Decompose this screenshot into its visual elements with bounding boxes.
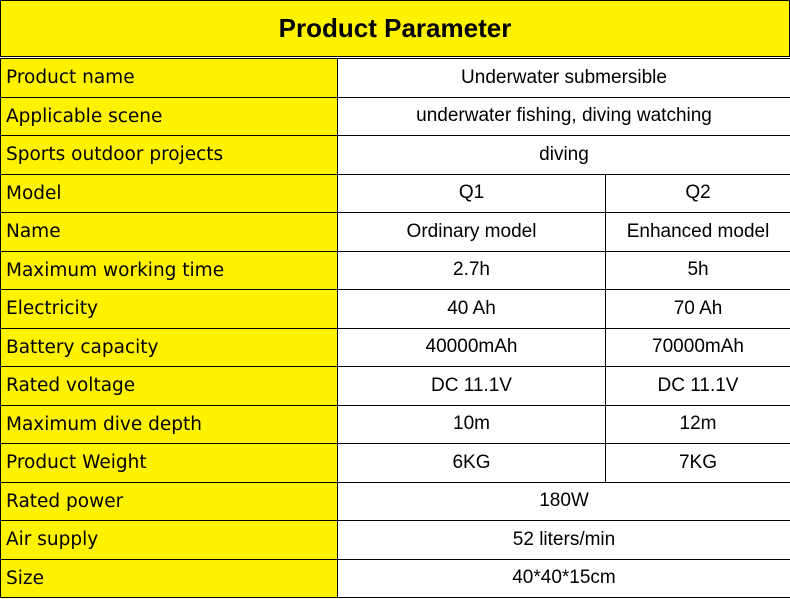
q2-value: 70 Ah — [606, 290, 790, 329]
table-row — [1, 251, 790, 290]
q2-value: Q2 — [606, 174, 790, 213]
row-label: Product Weight — [1, 444, 338, 483]
q2-value: 7KG — [606, 444, 790, 483]
row-label: Battery capacity — [1, 328, 338, 367]
row-label: Sports outdoor projects — [1, 136, 338, 175]
table-row — [1, 521, 790, 560]
q2-value: 12m — [606, 405, 790, 444]
table-row — [1, 559, 790, 598]
table-row — [1, 444, 790, 483]
table-row — [1, 136, 790, 175]
row-label: Rated power — [1, 482, 338, 521]
row-label: Name — [1, 213, 338, 252]
table-row — [1, 59, 790, 98]
row-label: Air supply — [1, 521, 338, 560]
row-label: Rated voltage — [1, 367, 338, 406]
table-row — [1, 405, 790, 444]
q2-value: Enhanced model — [606, 213, 790, 252]
row-label: Product name — [1, 59, 338, 98]
q1-value: 40 Ah — [338, 290, 606, 329]
row-label: Applicable scene — [1, 97, 338, 136]
q2-value: 5h — [606, 251, 790, 290]
row-value: 52 liters/min — [338, 521, 790, 560]
table-title: Product Parameter — [0, 0, 790, 57]
row-label: Maximum working time — [1, 251, 338, 290]
table-row — [1, 97, 790, 136]
q1-value: 10m — [338, 405, 606, 444]
q2-value: DC 11.1V — [606, 367, 790, 406]
q1-value: 2.7h — [338, 251, 606, 290]
q1-value: DC 11.1V — [338, 367, 606, 406]
row-label: Electricity — [1, 290, 338, 329]
table-row — [1, 174, 790, 213]
row-value: 40*40*15cm — [338, 559, 790, 598]
row-label: Size — [1, 559, 338, 598]
parameter-table — [0, 58, 790, 598]
row-value: Underwater submersible — [338, 59, 790, 98]
row-value: diving — [338, 136, 790, 175]
q2-value: 70000mAh — [606, 328, 790, 367]
table-row — [1, 367, 790, 406]
row-value: underwater fishing, diving watching — [338, 97, 790, 136]
q1-value: Ordinary model — [338, 213, 606, 252]
q1-value: 40000mAh — [338, 328, 606, 367]
table-row — [1, 213, 790, 252]
row-label: Model — [1, 174, 338, 213]
q1-value: Q1 — [338, 174, 606, 213]
table-row — [1, 482, 790, 521]
row-label: Maximum dive depth — [1, 405, 338, 444]
table-row — [1, 290, 790, 329]
table-row — [1, 328, 790, 367]
q1-value: 6KG — [338, 444, 606, 483]
row-value: 180W — [338, 482, 790, 521]
